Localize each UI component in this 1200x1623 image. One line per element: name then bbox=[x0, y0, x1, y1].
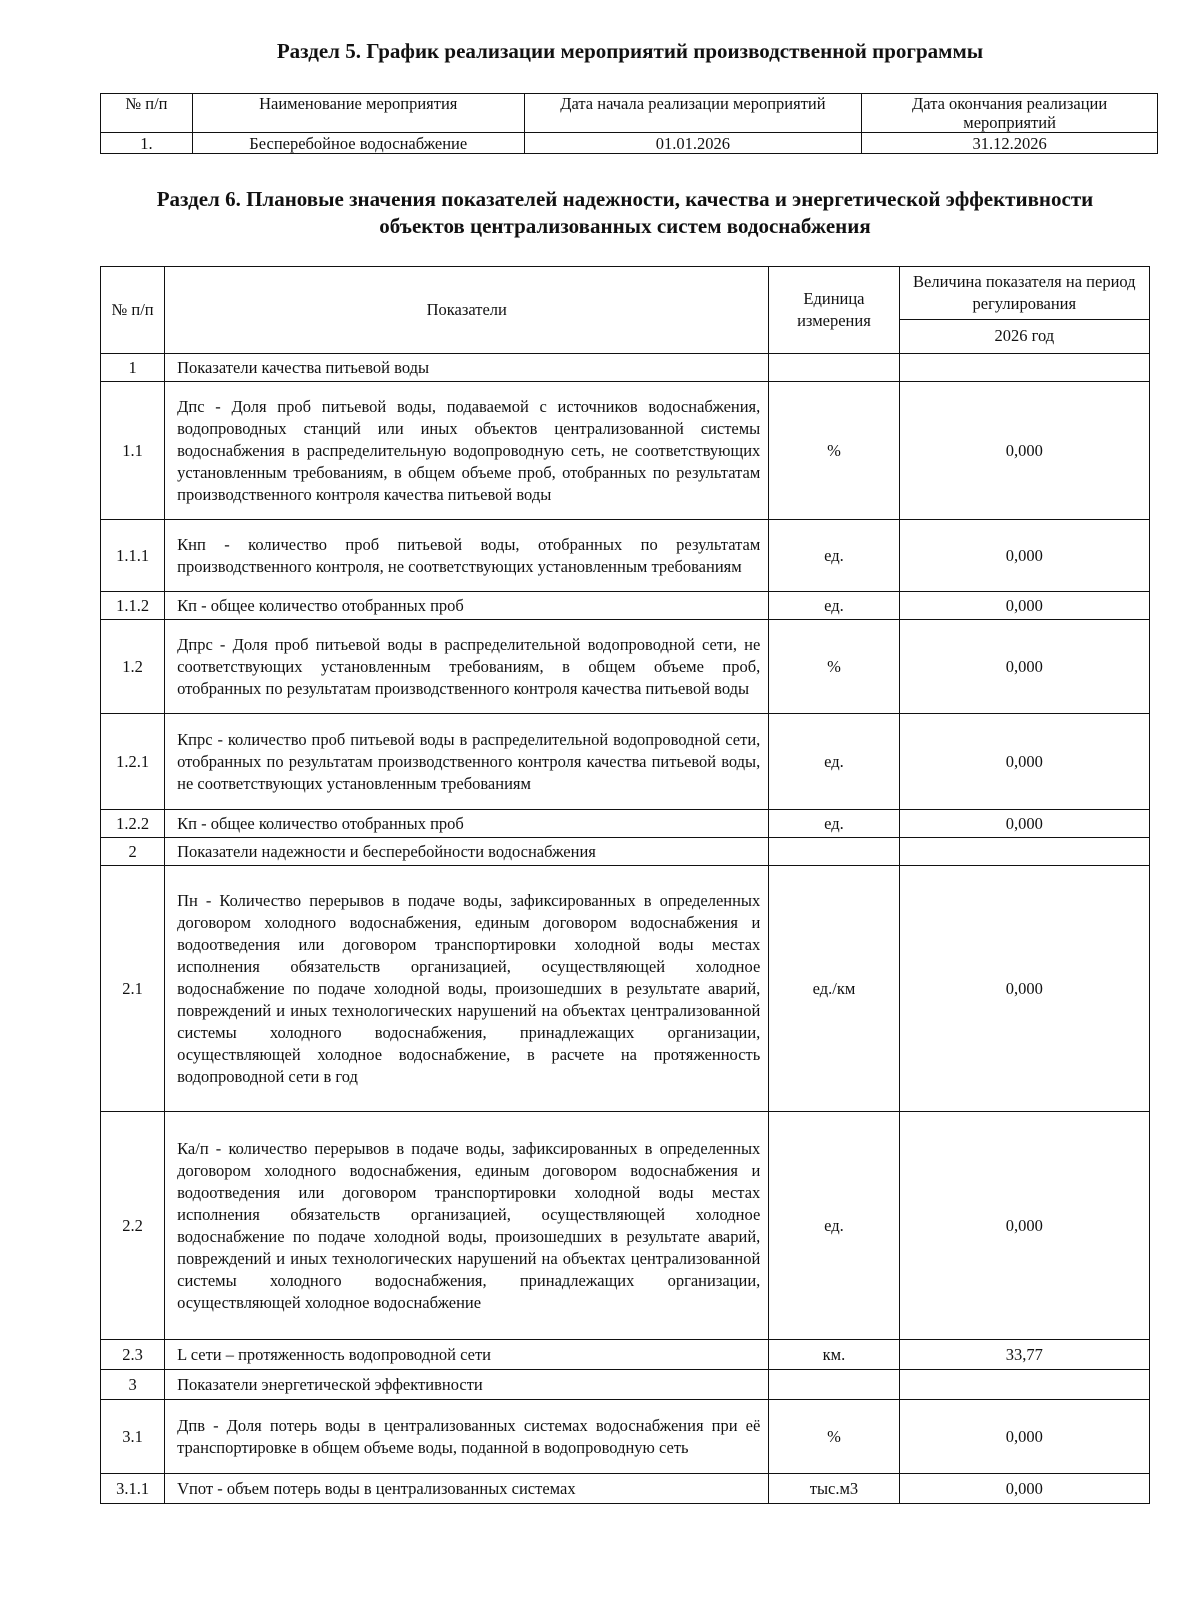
schedule-header-name: Наименование мероприятия bbox=[192, 94, 524, 133]
indicator-row bbox=[101, 354, 1150, 382]
indicator-unit: ед. bbox=[769, 1112, 899, 1340]
indicators-body bbox=[101, 354, 1150, 1504]
indicator-text: Кнп - количество проб питьевой воды, отобранных по результатам производственного контроля, не соответствующих установленным требованиям bbox=[165, 520, 769, 592]
indicator-row bbox=[101, 1370, 1150, 1400]
indicator-row bbox=[101, 520, 1150, 592]
indicator-value: 0,000 bbox=[899, 1474, 1149, 1504]
indicator-unit: ед. bbox=[769, 810, 899, 838]
indicator-value: 0,000 bbox=[899, 592, 1149, 620]
indicator-num: 2 bbox=[101, 838, 165, 866]
section-5-title: Раздел 5. График реализации мероприятий производственной программы bbox=[276, 39, 984, 63]
header-indicator: Показатели bbox=[165, 267, 769, 354]
indicator-value: 0,000 bbox=[899, 866, 1149, 1112]
schedule-table bbox=[100, 93, 1158, 154]
indicator-row bbox=[101, 1400, 1150, 1474]
schedule-cell-start: 01.01.2026 bbox=[524, 133, 862, 154]
indicator-value: 0,000 bbox=[899, 1400, 1149, 1474]
indicator-num: 1.1.1 bbox=[101, 520, 165, 592]
indicator-num: 1.2 bbox=[101, 620, 165, 714]
indicators-header-row bbox=[101, 267, 1150, 320]
schedule-header-end: Дата окончания реализации мероприятий bbox=[862, 94, 1158, 133]
indicator-text: Ка/п - количество перерывов в подаче воды, зафиксированных в определенных договором холодного водоснабжения, единым договором водоснабжения и водоотведения или договором транспортировки холодной воды местах исполнения обязательств организацией, осуществляющей холодное водоснабжение по подаче холодной воды, произошедших в результате аварий, повреждений и иных технологических нарушений на объектах централизованной системы холодного водоснабжения, принадлежащих организации, осуществляющей холодное водоснабжение bbox=[165, 1112, 769, 1340]
indicator-unit bbox=[769, 354, 899, 382]
indicator-text: Показатели качества питьевой воды bbox=[165, 354, 769, 382]
indicator-num: 2.1 bbox=[101, 866, 165, 1112]
indicator-value: 0,000 bbox=[899, 520, 1149, 592]
header-unit: Единица измерения bbox=[769, 267, 899, 354]
header-num: № п/п bbox=[101, 267, 165, 354]
section-6-title: Раздел 6. Плановые значения показателей надежности, качества и энергетической эффективности объектов централизованных систем водоснабжения bbox=[156, 187, 1094, 238]
indicator-row bbox=[101, 1340, 1150, 1370]
indicator-row bbox=[101, 1112, 1150, 1340]
indicator-value bbox=[899, 1370, 1149, 1400]
indicator-row bbox=[101, 620, 1150, 714]
indicator-unit bbox=[769, 1370, 899, 1400]
indicator-value bbox=[899, 838, 1149, 866]
indicators-table bbox=[100, 266, 1150, 1504]
schedule-header-num: № п/п bbox=[101, 94, 193, 133]
schedule-cell-num: 1. bbox=[101, 133, 193, 154]
indicator-num: 2.3 bbox=[101, 1340, 165, 1370]
indicator-row bbox=[101, 810, 1150, 838]
indicator-text: Показатели надежности и бесперебойности водоснабжения bbox=[165, 838, 769, 866]
indicator-text: Кп - общее количество отобранных проб bbox=[165, 810, 769, 838]
indicator-unit bbox=[769, 838, 899, 866]
indicator-text: Кпрс - количество проб питьевой воды в распределительной водопроводной сети, отобранных по результатам производственного контроля качества питьевой воды, не соответствующих установленным требованиям bbox=[165, 714, 769, 810]
indicator-text: Дпв - Доля потерь воды в централизованных системах водоснабжения при её транспортировке в общем объеме воды, поданной в водопроводную сеть bbox=[165, 1400, 769, 1474]
indicator-row bbox=[101, 866, 1150, 1112]
indicator-unit: % bbox=[769, 1400, 899, 1474]
indicator-value: 0,000 bbox=[899, 810, 1149, 838]
indicator-text: Показатели энергетической эффективности bbox=[165, 1370, 769, 1400]
indicator-value bbox=[899, 354, 1149, 382]
indicator-value: 33,77 bbox=[899, 1340, 1149, 1370]
indicator-num: 1.2.1 bbox=[101, 714, 165, 810]
indicator-row bbox=[101, 592, 1150, 620]
indicator-text: Vпот - объем потерь воды в централизованных системах bbox=[165, 1474, 769, 1504]
indicator-value: 0,000 bbox=[899, 620, 1149, 714]
indicator-text: Дпс - Доля проб питьевой воды, подаваемой с источников водоснабжения, водопроводных станций или иных объектов централизованной системы водоснабжения в распределительную водопроводную сеть, не соответствующих установленным требованиям, в общем объеме проб, отобранных по результатам производственного контроля качества питьевой воды bbox=[165, 382, 769, 520]
schedule-cell-name: Бесперебойное водоснабжение bbox=[192, 133, 524, 154]
indicator-unit: ед. bbox=[769, 592, 899, 620]
indicator-num: 1.1 bbox=[101, 382, 165, 520]
indicator-num: 1 bbox=[101, 354, 165, 382]
indicator-row bbox=[101, 382, 1150, 520]
schedule-row bbox=[101, 133, 1158, 154]
header-value-group: Величина показателя на период регулирования bbox=[899, 267, 1149, 320]
indicator-unit: % bbox=[769, 620, 899, 714]
indicator-row bbox=[101, 1474, 1150, 1504]
indicator-unit: км. bbox=[769, 1340, 899, 1370]
indicator-num: 1.2.2 bbox=[101, 810, 165, 838]
indicator-unit: ед. bbox=[769, 714, 899, 810]
indicator-num: 3 bbox=[101, 1370, 165, 1400]
indicator-num: 1.1.2 bbox=[101, 592, 165, 620]
indicator-unit: ед. bbox=[769, 520, 899, 592]
indicator-text: Кп - общее количество отобранных проб bbox=[165, 592, 769, 620]
indicator-text: L сети – протяженность водопроводной сети bbox=[165, 1340, 769, 1370]
schedule-header-row bbox=[101, 94, 1158, 133]
indicator-unit: тыс.м3 bbox=[769, 1474, 899, 1504]
header-year: 2026 год bbox=[899, 319, 1149, 353]
indicator-value: 0,000 bbox=[899, 714, 1149, 810]
schedule-header-start: Дата начала реализации мероприятий bbox=[524, 94, 862, 133]
indicator-num: 3.1.1 bbox=[101, 1474, 165, 1504]
indicator-row bbox=[101, 714, 1150, 810]
indicator-text: Пн - Количество перерывов в подаче воды, зафиксированных в определенных договором холодного водоснабжения, единым договором водоснабжения и водоотведения или договором транспортировки холодной воды местах исполнения обязательств организацией, осуществляющей холодное водоснабжение по подаче холодной воды, произошедших в результате аварий, повреждений и иных технологических нарушений на объектах централизованной системы холодного водоснабжения, принадлежащих организации, осуществляющей холодное водоснабжение, в расчете на протяженность водопроводной сети в год bbox=[165, 866, 769, 1112]
schedule-cell-end: 31.12.2026 bbox=[862, 133, 1158, 154]
indicator-num: 3.1 bbox=[101, 1400, 165, 1474]
indicator-text: Дпрс - Доля проб питьевой воды в распределительной водопроводной сети, не соответствующих установленным требованиям, в общем объеме проб, отобранных по результатам производственного контроля качества питьевой воды bbox=[165, 620, 769, 714]
indicator-value: 0,000 bbox=[899, 382, 1149, 520]
indicator-unit: ед./км bbox=[769, 866, 899, 1112]
indicator-num: 2.2 bbox=[101, 1112, 165, 1340]
indicator-unit: % bbox=[769, 382, 899, 520]
indicator-row bbox=[101, 838, 1150, 866]
indicator-value: 0,000 bbox=[899, 1112, 1149, 1340]
